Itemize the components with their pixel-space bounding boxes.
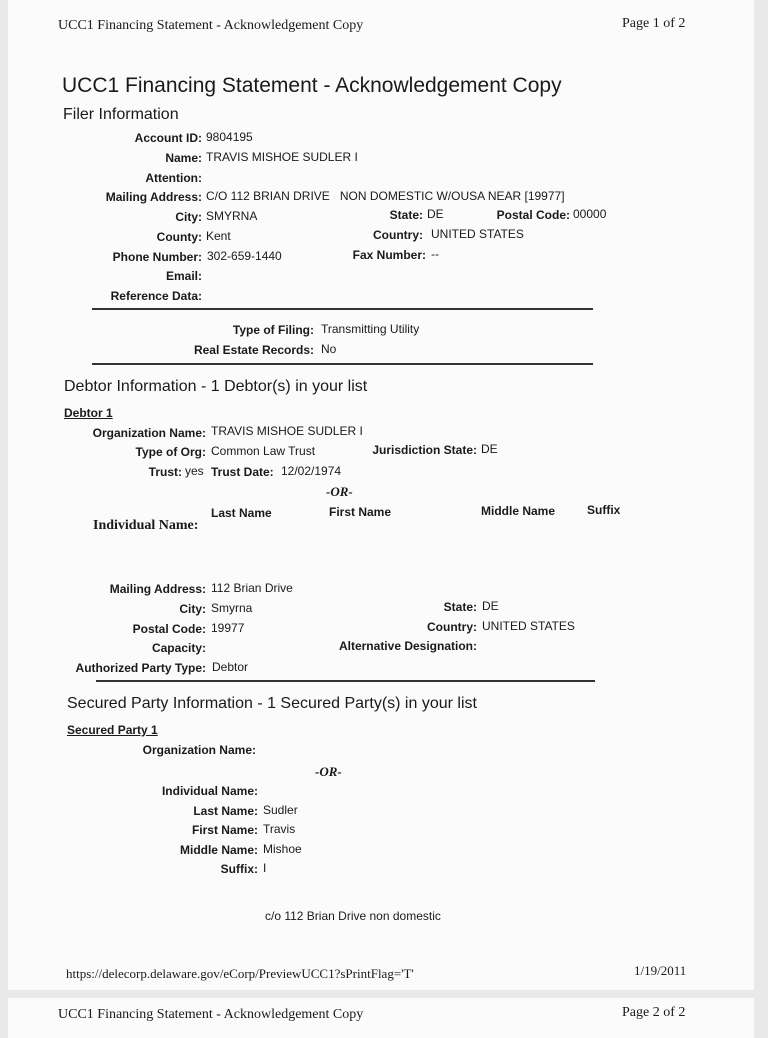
debtor-org-name-label: Organization Name: xyxy=(92,426,206,440)
debtor-state-label: State: xyxy=(443,600,477,614)
auth-party-type-label: Authorized Party Type: xyxy=(75,661,206,675)
debtor-city-label: City: xyxy=(179,602,206,616)
secured-org-name-label: Organization Name: xyxy=(142,743,256,757)
or-separator: -OR- xyxy=(326,484,353,499)
secured-middle-name-label: Middle Name: xyxy=(179,843,258,857)
account-id-value: 9804195 xyxy=(206,130,253,144)
filer-city-label: City: xyxy=(175,210,202,224)
real-estate-label: Real Estate Records: xyxy=(193,343,314,357)
page-2-number: Page 2 of 2 xyxy=(622,1005,686,1020)
filer-mailing-value: C/O 112 BRIAN DRIVE NON DOMESTIC W/OUSA NEAR [19977] xyxy=(206,189,565,203)
filer-name-value: TRAVIS MISHOE SUDLER I xyxy=(206,150,358,164)
secured-subheading: Secured Party 1 xyxy=(67,723,158,737)
debtor-country-label: Country: xyxy=(427,620,477,634)
jurisdiction-label: Jurisdiction State: xyxy=(372,443,477,457)
type-of-filing-value: Transmitting Utility xyxy=(321,322,420,336)
filer-heading: Filer Information xyxy=(63,106,179,123)
filer-postal-label: Postal Code: xyxy=(496,208,570,222)
debtor-mailing-label: Mailing Address: xyxy=(109,582,206,596)
individual-name-label: Individual Name: xyxy=(93,518,199,533)
filer-state-label: State: xyxy=(389,208,423,222)
phone-value: 302-659-1440 xyxy=(207,249,282,263)
secured-suffix-label: Suffix: xyxy=(220,862,258,876)
secured-first-name-label: First Name: xyxy=(191,823,258,837)
type-of-filing-label: Type of Filing: xyxy=(232,323,314,337)
fax-value: -- xyxy=(431,247,439,261)
page-2-header-title: UCC1 Financing Statement - Acknowledgement Copy xyxy=(58,1007,364,1022)
page-header-title: UCC1 Financing Statement - Acknowledgement Copy xyxy=(58,18,364,33)
debtor-city-value: Smyrna xyxy=(211,601,253,615)
type-of-org-value: Common Law Trust xyxy=(211,444,316,458)
attention-label: Attention: xyxy=(145,171,202,185)
filer-county-label: County: xyxy=(156,230,202,244)
divider xyxy=(92,308,593,310)
type-of-org-label: Type of Org: xyxy=(135,445,206,459)
filer-city-value: SMYRNA xyxy=(206,209,258,223)
phone-label: Phone Number: xyxy=(112,250,202,264)
trust-date-value: 12/02/1974 xyxy=(281,464,342,478)
document-title: UCC1 Financing Statement - Acknowledgement Copy xyxy=(62,74,562,97)
filer-state-value: DE xyxy=(427,207,444,221)
secured-last-name-label: Last Name: xyxy=(193,804,258,818)
secured-heading: Secured Party Information - 1 Secured Party(s) in your list xyxy=(67,695,477,712)
fax-label: Fax Number: xyxy=(352,248,426,262)
or-separator: -OR- xyxy=(315,764,342,779)
divider xyxy=(92,363,593,365)
footer-url[interactable]: https://delecorp.delaware.gov/eCorp/PreviewUCC1?sPrintFlag='T' xyxy=(66,966,414,981)
email-label: Email: xyxy=(165,269,202,283)
col-first-name: First Name xyxy=(329,505,392,519)
filer-name-label: Name: xyxy=(165,151,202,165)
filer-postal-value: 00000 xyxy=(573,207,607,221)
debtor-postal-label: Postal Code: xyxy=(132,622,206,636)
secured-middle-name-value: Mishoe xyxy=(263,842,302,856)
trust-label: Trust: xyxy=(148,465,182,479)
secured-last-name-value: Sudler xyxy=(263,803,298,817)
debtor-postal-value: 19977 xyxy=(211,621,245,635)
jurisdiction-value: DE xyxy=(481,442,498,456)
filer-mailing-label: Mailing Address: xyxy=(105,190,202,204)
filer-country-value: UNITED STATES xyxy=(431,227,524,241)
debtor-country-value: UNITED STATES xyxy=(482,619,575,633)
debtor-state-value: DE xyxy=(482,599,499,613)
secured-suffix-value: I xyxy=(263,861,267,875)
filer-county-value: Kent xyxy=(206,229,231,243)
trust-date-label: Trust Date: xyxy=(211,465,274,479)
debtor-heading: Debtor Information - 1 Debtor(s) in your list xyxy=(64,378,368,395)
footer-date: 1/19/2011 xyxy=(634,963,687,978)
account-id-label: Account ID: xyxy=(134,131,202,145)
page-1-sheet xyxy=(8,0,754,990)
divider xyxy=(96,680,595,682)
debtor-subheading: Debtor 1 xyxy=(64,406,113,420)
filer-country-label: Country: xyxy=(373,228,423,242)
capacity-label: Capacity: xyxy=(151,641,206,655)
col-middle-name: Middle Name xyxy=(481,504,556,518)
debtor-mailing-value: 112 Brian Drive xyxy=(211,581,293,595)
col-suffix: Suffix xyxy=(587,503,621,517)
secured-first-name-value: Travis xyxy=(263,822,296,836)
col-last-name: Last Name xyxy=(211,506,272,520)
debtor-org-name-value: TRAVIS MISHOE SUDLER I xyxy=(211,424,363,438)
page-number: Page 1 of 2 xyxy=(622,16,686,31)
alt-designation-label: Alternative Designation: xyxy=(338,639,477,653)
trust-value: yes xyxy=(185,464,204,478)
secured-address-line: c/o 112 Brian Drive non domestic xyxy=(265,909,441,923)
real-estate-value: No xyxy=(321,342,337,356)
auth-party-type-value: Debtor xyxy=(212,660,249,674)
secured-individual-name-label: Individual Name: xyxy=(161,784,258,798)
reference-data-label: Reference Data: xyxy=(110,289,202,303)
